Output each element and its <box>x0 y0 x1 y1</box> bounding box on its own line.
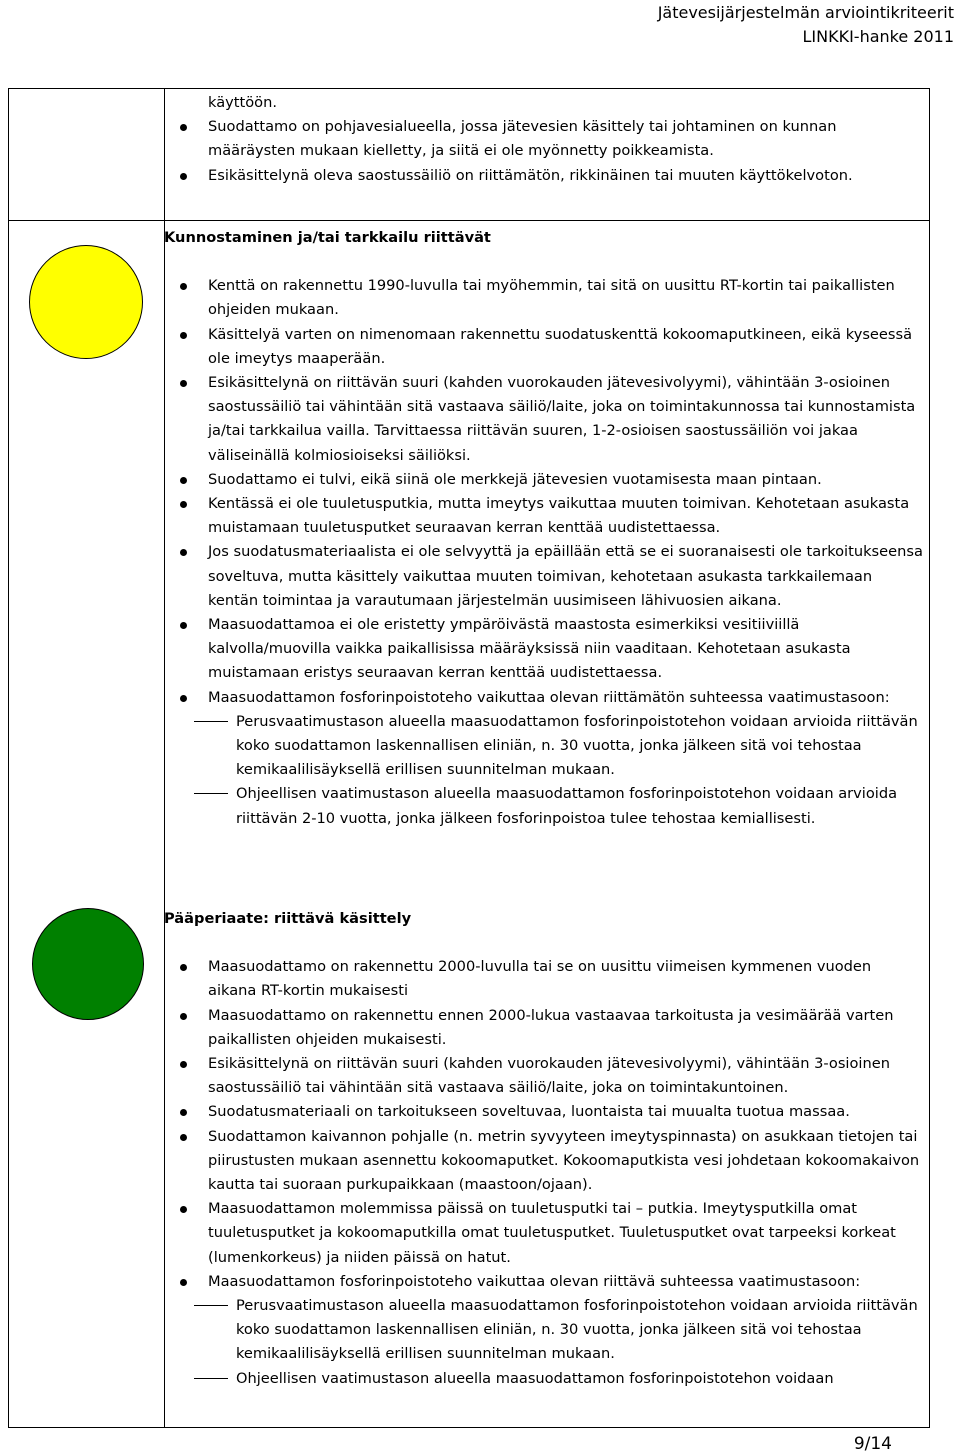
list-item: Kenttä on rakennettu 1990-luvulla tai myöhemmin, tai sitä on uusittu RT-kortin tai paikallisten ohjeiden mukaan. <box>164 274 924 322</box>
list-item <box>164 1270 924 1391</box>
list-item: Suodatusmateriaali on tarkoitukseen soveltuvaa, luontaista tai muualta tuotua massaa. <box>164 1100 924 1124</box>
section-heading: Pääperiaate: riittävä käsittely <box>164 910 412 927</box>
list-item: Jos suodatusmateriaalista ei ole selvyyttä ja epäillään että se ei suoranaisesti ole tarkoitukseensa soveltuva, mutta käsittely vaikuttaa muuten toimivan, kehotetaan asukasta tarkkailemaan kentän toimintaa ja varautumaan järjestelmän uusimiseen lähivuosien aikana. <box>164 540 924 613</box>
list-item: Maasuodattamon molemmissa päissä on tuuletusputki tai – putkia. Imeytysputkilla omat tuuletusputket ja kokoomaputkilla omat tuuletusputket. Tuuletusputket ovat tarpeeksi korkeat (lumenkorkeus) ja niiden päissä on hatut. <box>164 1197 924 1270</box>
header-project-name: LINKKI-hanke 2011 <box>802 27 954 46</box>
list-item: Maasuodattamo on rakennettu 2000-luvulla tai se on uusittu viimeisen kymmenen vuoden aikana RT-kortin mukaisesti <box>164 955 924 1003</box>
list-item: Maasuodattamo on rakennettu ennen 2000-lukua vastaavaa tarkoitusta ja vesimäärää varten paikallisten ohjeiden mukaisesti. <box>164 1004 924 1052</box>
sub-list-item: Perusvaatimustason alueella maasuodattamon fosforinpoistotehon voidaan arvioida riittävän koko suodattamon laskennallisen eliniän, n. 30 vuotta, jonka jälkeen sitä voi tehostaa kemikaalilisäyksellä erillisen suunnitelman mukaan. <box>207 1294 924 1367</box>
continued-text: käyttöön. <box>208 94 277 111</box>
yellow-section <box>164 226 924 831</box>
top-section <box>164 91 924 188</box>
header-document-title: Jätevesijärjestelmän arviointikriteerit <box>657 3 954 22</box>
list-item: Suodattamon kaivannon pohjalle (n. metrin syvyyteen imeytyspinnasta) on asukkaan tietojen tai piirustusten mukaan asennettu kokoomaputket. Kokoomaputkista vesi johdetaan kokoomakaivon kautta tai suoraan purkupaikkaan (maastoon/ojaan). <box>164 1125 924 1198</box>
list-item: Suodattamo on pohjavesialueella, jossa jätevesien käsittely tai johtaminen on kunnan määräysten mukaan kielletty, ja siitä ei ole myönnetty poikkeamista. <box>164 115 924 163</box>
list-item: Kentässä ei ole tuuletusputkia, mutta imeytys vaikuttaa muuten toimivan. Kehotetaan asukasta muistamaan tuuletusputket seuraavan kerran kenttää uudistettaessa. <box>164 492 924 540</box>
list-item-text: Maasuodattamon fosforinpoistoteho vaikuttaa olevan riittävä suhteessa vaatimustasoon: <box>208 1272 861 1290</box>
list-item: Esikäsittelynä oleva saostussäiliö on riittämätön, rikkinäinen tai muuten käyttökelvoton. <box>164 164 924 188</box>
list-item: Maasuodattamoa ei ole eristetty ympäröivästä maastosta esimerkiksi vesitiiviillä kalvolla/muovilla vaikka paikallisissa määräyksissä niin vaaditaan. Kehotetaan asukasta muistamaan eristys seuraavan kerran kenttää uudistettaessa. <box>164 613 924 686</box>
row-divider <box>9 220 929 221</box>
sub-list-item: Ohjeellisen vaatimustason alueella maasuodattamon fosforinpoistotehon voidaan <box>207 1367 924 1391</box>
list-item <box>164 686 924 831</box>
list-item-text: Maasuodattamon fosforinpoistoteho vaikuttaa olevan riittämätön suhteessa vaatimustasoon: <box>208 688 890 706</box>
sub-list-item: Perusvaatimustason alueella maasuodattamon fosforinpoistotehon voidaan arvioida riittävän koko suodattamon laskennallisen eliniän, n. 30 vuotta, jonka jälkeen sitä voi tehostaa kemikaalilisäyksellä erillisen suunnitelman mukaan. <box>207 710 924 783</box>
list-item: Esikäsittelynä on riittävän suuri (kahden vuorokauden jätevesivolyymi), vähintään 3-osioinen saostussäiliö tai vähintään sitä vastaava säiliö/laite, joka on toimintakuntoinen. <box>164 1052 924 1100</box>
list-item: Suodattamo ei tulvi, eikä siinä ole merkkejä jätevesien vuotamisesta maan pintaan. <box>164 468 924 492</box>
green-section <box>164 907 924 1391</box>
page-number: 9/14 <box>853 1434 892 1454</box>
list-item: Esikäsittelynä on riittävän suuri (kahden vuorokauden jätevesivolyymi), vähintään 3-osioinen saostussäiliö tai vähintään sitä vastaava säiliö/laite, joka on toimintakunnossa tai kunnostamista ja/tai tarkkailua vailla. Tarvittaessa riittävän suuren, 1-2-osioisen saostussäiliön voi jakaa väliseinällä kolmiosioiseksi säiliöksi. <box>164 371 924 468</box>
yellow-status-indicator <box>29 245 143 359</box>
sub-list-item: Ohjeellisen vaatimustason alueella maasuodattamon fosforinpoistotehon voidaan arvioida riittävän 2-10 vuotta, jonka jälkeen fosforinpoistoa tulee tehostaa kemiallisesti. <box>207 782 924 830</box>
section-heading: Kunnostaminen ja/tai tarkkailu riittävät <box>164 229 491 246</box>
green-status-indicator <box>32 908 144 1020</box>
list-item: Käsittelyä varten on nimenomaan rakennettu suodatuskenttä kokoomaputkineen, eikä kyseessä ole imeytys maaperään. <box>164 323 924 371</box>
